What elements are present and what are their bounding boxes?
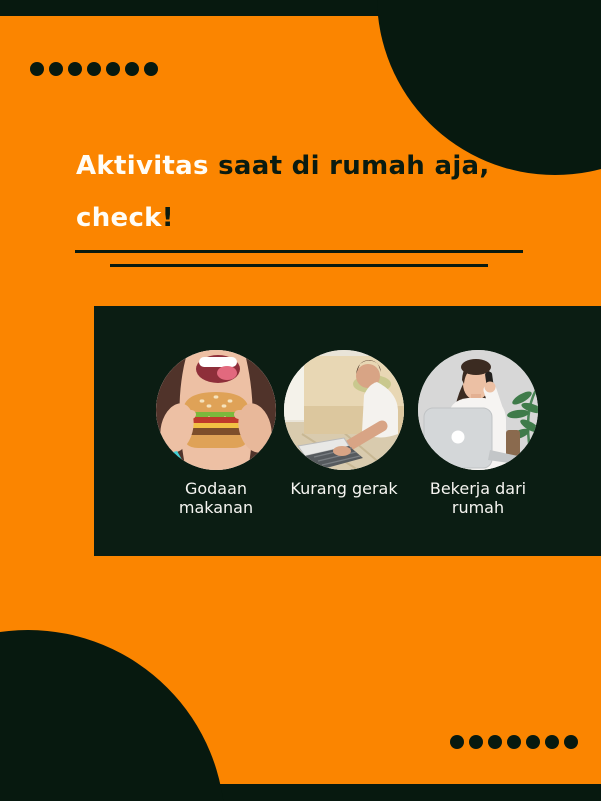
- divider-line-2: [110, 264, 488, 267]
- dot-icon: [526, 735, 540, 749]
- activity-photo-burger: [156, 350, 276, 470]
- caption-line: Bekerja dari: [429, 479, 527, 498]
- dot-icon: [30, 62, 44, 76]
- title-line1: [76, 151, 490, 181]
- title-line2-highlight: check: [76, 203, 162, 233]
- divider-line-1: [75, 250, 523, 253]
- activity-caption: [154, 479, 278, 517]
- activity-photo-laptop: [418, 350, 538, 470]
- caption-line: makanan: [178, 498, 254, 517]
- dot-icon: [469, 735, 483, 749]
- dot-icon: [87, 62, 101, 76]
- dot-icon: [106, 62, 120, 76]
- poster-title: [76, 140, 496, 244]
- title-line2: [76, 203, 174, 233]
- dot-icon: [545, 735, 559, 749]
- activity-card: [282, 350, 406, 498]
- activity-caption: [282, 479, 406, 498]
- caption-line: Godaan: [184, 479, 248, 498]
- activity-caption: [416, 479, 540, 517]
- caption-line: Kurang gerak: [290, 479, 398, 498]
- dot-icon: [68, 62, 82, 76]
- title-rest: saat di rumah aja,: [208, 151, 490, 181]
- dot-icon: [49, 62, 63, 76]
- man-lazing-on-couch-illustration: [284, 350, 404, 470]
- dot-icon: [488, 735, 502, 749]
- woman-on-phone-illustration: [418, 350, 538, 470]
- dot-icon: [125, 62, 139, 76]
- content-panel: [94, 306, 601, 556]
- caption-line: rumah: [451, 498, 505, 517]
- activity-card: [154, 350, 278, 517]
- activity-card: [416, 350, 540, 517]
- dot-icon: [144, 62, 158, 76]
- title-line2-punct: !: [161, 203, 174, 233]
- bottom-dots: [450, 735, 578, 749]
- woman-eating-burger-illustration: [156, 350, 276, 470]
- title-highlight: Aktivitas: [76, 151, 209, 181]
- dot-icon: [507, 735, 521, 749]
- dot-icon: [564, 735, 578, 749]
- activity-photo-couch: [284, 350, 404, 470]
- top-dots: [30, 62, 158, 76]
- dot-icon: [450, 735, 464, 749]
